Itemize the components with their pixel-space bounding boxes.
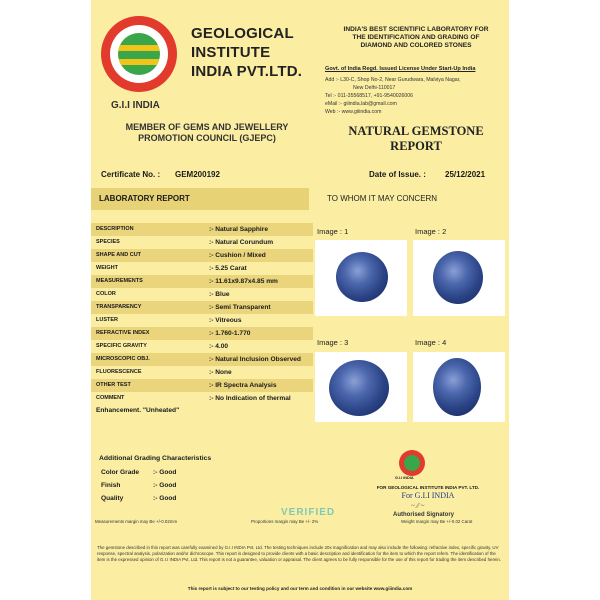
weight-tolerance: Weight margin may Be +/-0.02 Carat	[401, 519, 473, 524]
property-row	[91, 327, 313, 340]
property-row	[91, 236, 313, 249]
property-label: WEIGHT	[96, 265, 118, 271]
lab-report-bar	[91, 188, 509, 210]
property-row	[91, 223, 313, 236]
measurement-tolerance: Measurements margin may Be +/-0.02mm	[95, 519, 178, 524]
disclaimer: The gemstone described in this report was carefully examined by G.I.I INDIA Pvt. Ltd. The testing techniques include 20x magnification and may also include the following: refractive index, specific gravity, UV response, spectral analysis, polarization and/or dichroscope. This report is designed to provide clients with a basic description and identification for the item to which the report refers. The identification of the item is the expressed opinion of G.I.I INDIA Pvt. Ltd. This report is not a guarantee, valuation or appraisal. The client agrees to be fully responsible for the use of this report for trading the item described herein.	[97, 545, 501, 562]
grading-row: Quality :- Good	[101, 495, 177, 502]
to-whom-text: TO WHOM IT MAY CONCERN	[327, 194, 438, 203]
date-label: Date of Issue. :	[369, 170, 426, 179]
govt-license: Govt. of India Regd. Issued License Under Start-Up India	[325, 66, 476, 72]
image-3	[315, 352, 407, 422]
property-label: FLUORESCENCE	[96, 369, 142, 375]
gem-photo-3	[329, 360, 389, 416]
property-value: :- Cushion / Mixed	[209, 252, 266, 259]
property-value: :- Natural Inclusion Observed	[209, 356, 301, 363]
property-value: :- Semi Transparent	[209, 304, 271, 311]
property-value: :- Natural Corundum	[209, 239, 274, 246]
image-3-label: Image : 3	[317, 338, 349, 347]
tagline: INDIA'S BEST SCIENTIFIC LABORATORY FOR THE IDENTIFICATION AND GRADING OF DIAMOND AND COLORED STONES	[343, 26, 489, 49]
grading-row: Color Grade :- Good	[101, 469, 177, 476]
gem-photo-4	[433, 358, 481, 416]
enhancement-text: Enhancement. "Unheated"	[96, 407, 180, 414]
issue-date: 25/12/2021	[445, 170, 486, 179]
property-label: MEASUREMENTS	[96, 278, 143, 284]
property-label: COMMENT	[96, 395, 125, 401]
image-2-label: Image : 2	[415, 227, 447, 236]
report-title: NATURAL GEMSTONE REPORT	[348, 124, 484, 153]
property-label: TRANSPARENCY	[96, 304, 142, 310]
header-left	[91, 0, 323, 160]
property-value: :- 5.25 Carat	[209, 265, 247, 272]
gem-images	[315, 222, 507, 414]
property-row	[91, 366, 313, 379]
grading-title: Additional Grading Characteristics	[99, 455, 212, 462]
property-value: :- Vitreous	[209, 317, 242, 324]
property-label: COLOR	[96, 291, 116, 297]
image-4	[413, 352, 505, 422]
property-row	[91, 301, 313, 314]
property-value: :- Natural Sapphire	[209, 226, 268, 233]
grading-row: Finish :- Good	[101, 482, 177, 489]
certificate-page	[91, 0, 509, 600]
property-row	[91, 379, 313, 392]
gem-photo-2	[433, 251, 483, 304]
globe-icon	[118, 33, 160, 75]
proportion-tolerance: Proportions margin may Be +/- 2%	[251, 519, 319, 524]
lab-report-label: LABORATORY REPORT	[99, 194, 190, 203]
for-gii-line: For G.I.I INDIA	[401, 491, 455, 500]
brand-name: G.I.I INDIA	[111, 100, 160, 111]
company-name: GEOLOGICAL INSTITUTE INDIA PVT.LTD.	[191, 25, 303, 80]
property-row	[91, 262, 313, 275]
signature-block: G.I.I INDIA FOR GEOLOGICAL INSTITUTE INDIA PVT. LTD. For G.I.I INDIA ~ ⁄⁄ ~ Authorised Signatory	[353, 450, 503, 525]
image-4-label: Image : 4	[415, 338, 447, 347]
image-2	[413, 240, 505, 316]
property-label: REFRACTIVE INDEX	[96, 330, 150, 336]
property-label: SHAPE AND CUT	[96, 252, 142, 258]
authorised-signatory: Authorised Signatory	[393, 512, 455, 518]
property-row	[91, 288, 313, 301]
gem-photo-1	[336, 252, 388, 302]
property-value: :- Blue	[209, 291, 230, 298]
property-label: LUSTER	[96, 317, 118, 323]
for-company-line: FOR GEOLOGICAL INSTITUTE INDIA PVT. LTD.	[376, 485, 480, 490]
property-value: :- 4.00	[209, 343, 229, 350]
property-value: :- 11.61x9.87x4.85 mm	[209, 278, 278, 285]
footer-note: This report is subject to our testing policy and our term and condition in our website www.giiindia.com	[187, 586, 413, 591]
property-value: :- None	[209, 369, 232, 376]
image-1	[315, 240, 407, 316]
property-row	[91, 392, 313, 405]
membership-text: MEMBER OF GEMS AND JEWELLERY PROMOTION COUNCIL (GJEPC)	[125, 122, 289, 143]
address-block: Add :- L30-C, Shop No-2, Near Gurudwara, Malviya Nagar, New Delhi-110017 Tel :- 011-35568517, +91-9540026006 eMail :- giiindia.lab@gmail.com Web :- www.giiindia.com	[325, 77, 461, 115]
property-value: :- No Indication of thermal	[209, 395, 291, 402]
seal-icon	[399, 450, 425, 476]
institute-logo	[101, 16, 177, 92]
image-1-label: Image : 1	[317, 227, 349, 236]
certificate-number-label: Certificate No. :	[101, 170, 161, 179]
property-value: :- IR Spectra Analysis	[209, 382, 277, 389]
certificate-row	[99, 168, 501, 182]
property-row	[91, 249, 313, 262]
property-label: SPECIES	[96, 239, 120, 245]
handwritten-signature: ~ ⁄⁄ ~	[411, 502, 425, 510]
property-row	[91, 340, 313, 353]
property-label: DESCRIPTION	[96, 226, 134, 232]
property-row	[91, 275, 313, 288]
property-row	[91, 353, 313, 366]
certificate-number: GEM200192	[175, 170, 220, 179]
property-label: SPECIFIC GRAVITY	[96, 343, 147, 349]
property-label: OTHER TEST	[96, 382, 131, 388]
verified-stamp: VERIFIED	[281, 507, 336, 518]
property-value: :- 1.760-1.770	[209, 330, 251, 337]
property-label: MICROSCOPIC OBJ.	[96, 356, 150, 362]
property-row	[91, 314, 313, 327]
